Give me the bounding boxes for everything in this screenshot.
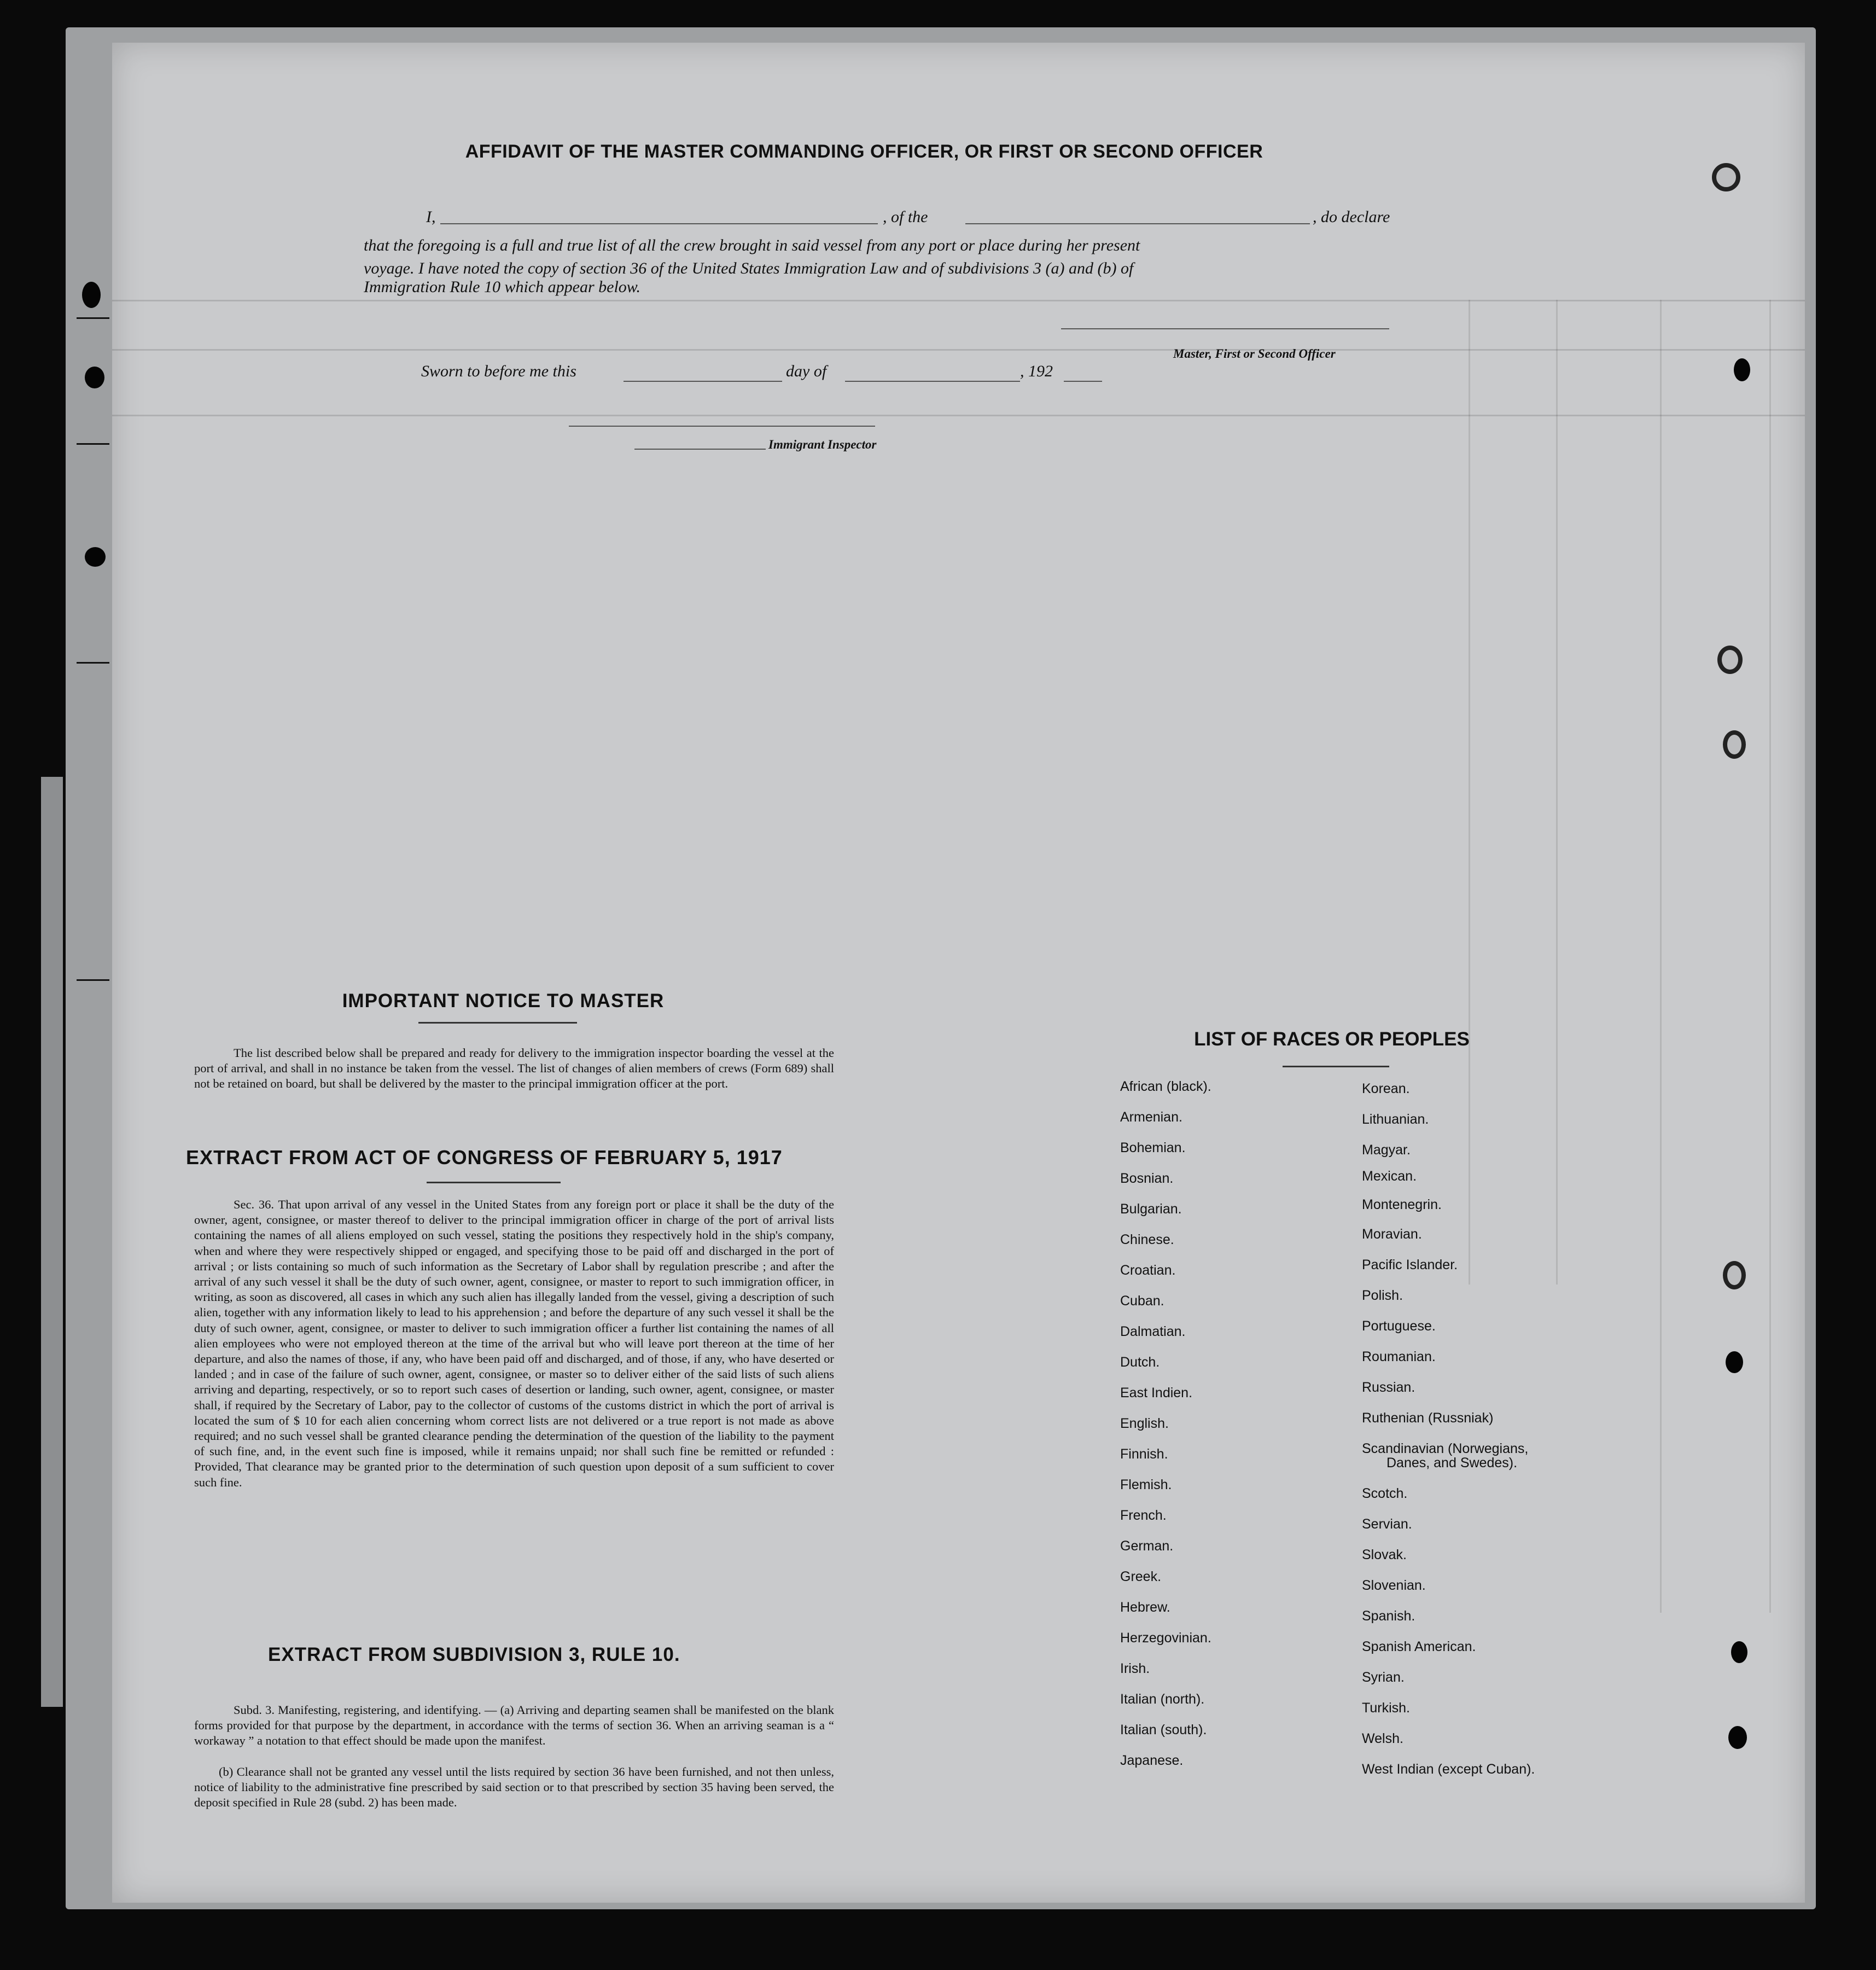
margin-mark <box>77 443 109 445</box>
race-item: Italian (north). <box>1120 1692 1205 1707</box>
notice-body: The list described below shall be prepared and ready for delivery to the immigration inspector boarding the vessel at the port of arrival, and shall in no instance be taken from the vessel. The list of changes of alien members of crews (Form 689) shall not be retained on board, but shall be delivered by the master to the principal immigration officer at the port. <box>194 1046 834 1091</box>
punch-hole <box>1728 1726 1747 1749</box>
punch-hole <box>1734 358 1750 381</box>
race-item: French. <box>1120 1508 1167 1523</box>
race-item: Hebrew. <box>1120 1600 1170 1615</box>
punch-hole <box>1731 1641 1747 1663</box>
vessel-name-blank <box>965 223 1310 224</box>
race-item: Bohemian. <box>1120 1140 1186 1155</box>
margin-mark <box>77 979 109 981</box>
race-item: Lithuanian. <box>1362 1112 1429 1127</box>
act-extract-rule <box>427 1182 561 1183</box>
race-item: Slovenian. <box>1362 1578 1426 1593</box>
race-item: East Indien. <box>1120 1385 1193 1400</box>
inspector-upper-line <box>569 426 875 427</box>
race-item: African (black). <box>1120 1079 1211 1094</box>
ghost-rule <box>112 415 1805 416</box>
affidavit-of-the: , of the <box>883 208 928 226</box>
race-item: Chinese. <box>1120 1232 1174 1247</box>
margin-mark <box>77 317 109 319</box>
affidavit-line-2: that the foregoing is a full and true list of all the crew brought in said vessel from any port or place during her present <box>364 236 1140 254</box>
races-title: LIST OF RACES OR PEOPLES <box>1194 1028 1470 1050</box>
ghost-rule <box>1660 300 1662 1613</box>
race-item: Irish. <box>1120 1661 1150 1676</box>
race-item: Mexican. <box>1362 1169 1417 1184</box>
race-item: Herzegovinian. <box>1120 1630 1211 1646</box>
punch-hole <box>1723 730 1746 759</box>
sworn-month-blank <box>845 381 1020 382</box>
punch-hole <box>1712 163 1740 191</box>
affidavit-title: AFFIDAVIT OF THE MASTER COMMANDING OFFICER, OR FIRST OR SECOND OFFICER <box>465 141 1263 162</box>
race-item: Polish. <box>1362 1288 1403 1303</box>
master-name-blank <box>440 223 878 224</box>
race-item: Bosnian. <box>1120 1171 1174 1186</box>
race-item: Greek. <box>1120 1569 1162 1584</box>
race-item: Turkish. <box>1362 1700 1410 1716</box>
race-item: Dutch. <box>1120 1355 1160 1370</box>
race-item: Spanish American. <box>1362 1639 1476 1654</box>
race-item: Syrian. <box>1362 1670 1405 1685</box>
punch-hole <box>1726 1351 1743 1373</box>
rule-extract-body-b: (b) Clearance shall not be granted any vessel until the lists required by section 36 have been furnished, and not then unless, notice of liability to the administrative fine prescribed by said section or to that prescribed by section 35 having been served, the deposit specified in Rule 28 (subd. 2) has been made. <box>194 1765 834 1810</box>
day-of-text: day of <box>786 362 827 380</box>
form-sheet <box>112 43 1805 1903</box>
punch-hole <box>1723 1261 1746 1289</box>
race-item: Finnish. <box>1120 1446 1168 1462</box>
sworn-day-blank <box>624 381 782 382</box>
race-item: Dalmatian. <box>1120 1324 1186 1339</box>
race-item: Roumanian. <box>1362 1349 1436 1364</box>
race-item: Bulgarian. <box>1120 1201 1182 1217</box>
ghost-rule <box>1469 300 1470 1285</box>
rule-extract-title: EXTRACT FROM SUBDIVISION 3, RULE 10. <box>268 1644 680 1665</box>
race-item: Portuguese. <box>1362 1318 1436 1334</box>
race-item: Scotch. <box>1362 1486 1408 1501</box>
affidavit-line-4: Immigration Rule 10 which appear below. <box>364 278 641 296</box>
race-item: Scandinavian (Norwegians, <box>1362 1441 1529 1456</box>
affidavit-i: I, <box>426 208 436 226</box>
year-text: , 192 <box>1020 362 1053 380</box>
signature-blank <box>1061 328 1389 329</box>
inspector-blank <box>634 449 766 450</box>
ghost-rule <box>1769 300 1771 1613</box>
race-item: Croatian. <box>1120 1263 1176 1278</box>
race-item: Cuban. <box>1120 1293 1164 1309</box>
back-sheet-edge <box>41 777 63 1707</box>
race-item: Ruthenian (Russniak) <box>1362 1410 1494 1426</box>
race-item: Flemish. <box>1120 1477 1172 1492</box>
act-extract-body: Sec. 36. That upon arrival of any vessel in the United States from any foreign port or place it shall be the duty of the owner, agent, consignee, or master thereof to deliver to the principal immigration officer in charge of the port of arrival lists containing the names of all aliens employed on such vessel, stating the positions they respectively hold in the ship's company, when and where they were respectively shipped or engaged, and specifying those to be paid off and discharged in the port of arrival ; or lists containing so much of such information as the Secretary of Labor shall by regulation prescribe ; and after the arrival of any such vessel it shall be the duty of such owner, agent, consignee, or master to report to such immigration officer, in writing, as soon as discovered, all cases in which any such alien has illegally landed from the vessel, giving a description of such alien, together with any information likely to lead to his apprehension ; and before the departure of any such vessel it shall be the duty of such owner, agent, consignee, or master to deliver to such immigration officer a further list containing the names of all alien employees who were not employed thereon at the time of the arrival but who will leave port thereon at the time of her departure, and also the names of those, if any, who have been paid off and discharged, and of those, if any, who have deserted or landed ; and in case of the failure of such owner, agent, consignee, or master so to deliver either of the said lists of such aliens arriving and departing, respectively, or so to report such cases of desertion or landing, such owner, agent, consignee, or master shall, if required by the Secretary of Labor, pay to the collector of customs of the customs district in which the port of arrival is located the sum of $ 10 for each alien concerning whom correct lists are not delivered or a true report is not made as above required; and no such vessel shall be granted clearance pending the determination of the question of the liability to the payment of such fine, and, in the event such fine is imposed, while it remains unpaid; nor shall such fine be remitted or refunded : Provided, That clearance may be granted prior to the determination of such question upon deposit of a sum sufficient to cover such fine. <box>194 1198 834 1489</box>
punch-hole <box>85 547 106 567</box>
notice-title: IMPORTANT NOTICE TO MASTER <box>342 990 665 1012</box>
races-rule <box>1283 1066 1389 1067</box>
race-item: Russian. <box>1362 1380 1415 1395</box>
ghost-rule <box>112 300 1805 301</box>
rule-extract-body-a: Subd. 3. Manifesting, registering, and identifying. — (a) Arriving and departing seamen shall be manifested on the blank forms provided for that purpose by the department, in accordance with the terms of section 36. When an arriving seaman is a “ workaway ” a notation to that effect should be made upon the manifest. <box>194 1703 834 1748</box>
sworn-text: Sworn to before me this <box>421 362 576 380</box>
race-item: Servian. <box>1362 1516 1412 1532</box>
race-item: Welsh. <box>1362 1731 1403 1746</box>
punch-hole <box>82 282 101 308</box>
race-item: Slovak. <box>1362 1547 1407 1562</box>
affidavit-do-declare: , do declare <box>1313 208 1390 226</box>
punch-hole <box>1717 646 1743 674</box>
race-item: Korean. <box>1362 1081 1410 1096</box>
race-item: Magyar. <box>1362 1142 1411 1158</box>
race-item: Spanish. <box>1362 1608 1415 1624</box>
margin-mark <box>77 662 109 664</box>
inspector-label: Immigrant Inspector <box>768 438 877 451</box>
race-item: Moravian. <box>1362 1227 1422 1242</box>
race-item: Italian (south). <box>1120 1722 1207 1737</box>
race-item: West Indian (except Cuban). <box>1362 1762 1535 1777</box>
signature-label: Master, First or Second Officer <box>1173 347 1336 361</box>
ghost-rule <box>1556 300 1558 1285</box>
race-item: Montenegrin. <box>1362 1197 1442 1212</box>
race-item: English. <box>1120 1416 1169 1431</box>
punch-hole <box>85 367 104 388</box>
race-item: German. <box>1120 1538 1174 1554</box>
ghost-rule <box>112 349 1805 351</box>
race-item: Pacific Islander. <box>1362 1257 1458 1272</box>
year-blank <box>1064 381 1102 382</box>
affidavit-line-3: voyage. I have noted the copy of section 36 of the United States Immigration Law and of subdivisions 3 (a) and (b) of <box>364 259 1134 277</box>
act-extract-title: EXTRACT FROM ACT OF CONGRESS OF FEBRUARY 5, 1917 <box>186 1146 783 1169</box>
notice-rule <box>418 1022 577 1024</box>
race-item: Japanese. <box>1120 1753 1184 1768</box>
race-item: Danes, and Swedes). <box>1386 1455 1518 1471</box>
race-item: Armenian. <box>1120 1109 1182 1125</box>
